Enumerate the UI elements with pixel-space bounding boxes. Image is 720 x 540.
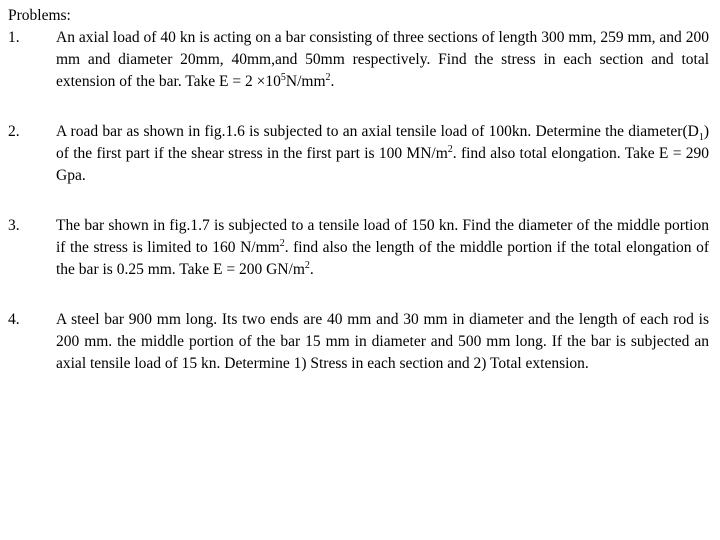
problem-text-part: An axial load of 40 kn is acting on a bar consisting of three sections of length 300 mm, 259 mm, and 200 mm and diameter 20mm, 40mm,and 50mm respectively. Find the stress in each section and total extension of the bar. Take E = 2 ×10 [56, 29, 709, 90]
problem-text: A steel bar 900 mm long. Its two ends are 40 mm and 30 mm in diameter and the length of each rod is 200 mm. the middle portion of the bar 15 mm in diameter and 500 mm long. If the bar is subjected an axial tensile load of 15 kn. Determine 1) Stress in each section and 2) Total extension. [56, 311, 709, 372]
problems-heading: Problems: [8, 7, 71, 24]
problem-item-4 [8, 309, 712, 375]
problem-text-part: . [330, 73, 335, 90]
problem-text-part: The bar shown in fig.1.7 is subjected to a tensile load of 150 kn. Find the diameter of the middle portion if the stress is limited to 160 N/mm [56, 217, 709, 256]
exponent: 2 [279, 237, 285, 249]
exponent: 2 [447, 143, 453, 155]
subscript: 1 [698, 132, 704, 144]
problem-text-part: . find also the length of the middle portion if the total elongation of the bar is 0.25 mm. Take E = 200 GN/m [56, 239, 709, 278]
exponent: 5 [280, 71, 286, 83]
problem-number: 2. [8, 123, 20, 140]
problem-text-part: N/mm [285, 73, 326, 90]
document-page [8, 5, 712, 375]
problem-text-part: A road bar as shown in fig.1.6 is subjected to an axial tensile load of 100kn. Determine the diameter(D [56, 123, 699, 140]
exponent: 2 [304, 259, 310, 271]
problem-number: 1. [8, 29, 20, 46]
problem-text-part: ) of the first part if the shear stress in the first part is 100 MN/m [56, 123, 709, 162]
problem-item-1 [8, 27, 712, 93]
problem-number: 4. [8, 311, 20, 328]
problem-text [56, 27, 709, 93]
exponent: 2 [325, 71, 331, 83]
problem-text-part: . find also total elongation. Take E = 290 Gpa. [56, 145, 709, 184]
problem-text [56, 215, 709, 281]
problem-text-part: . [309, 261, 314, 278]
problem-number: 3. [8, 217, 20, 234]
problem-text [56, 121, 709, 187]
problem-item-2 [8, 121, 712, 187]
problem-item-3 [8, 215, 712, 281]
